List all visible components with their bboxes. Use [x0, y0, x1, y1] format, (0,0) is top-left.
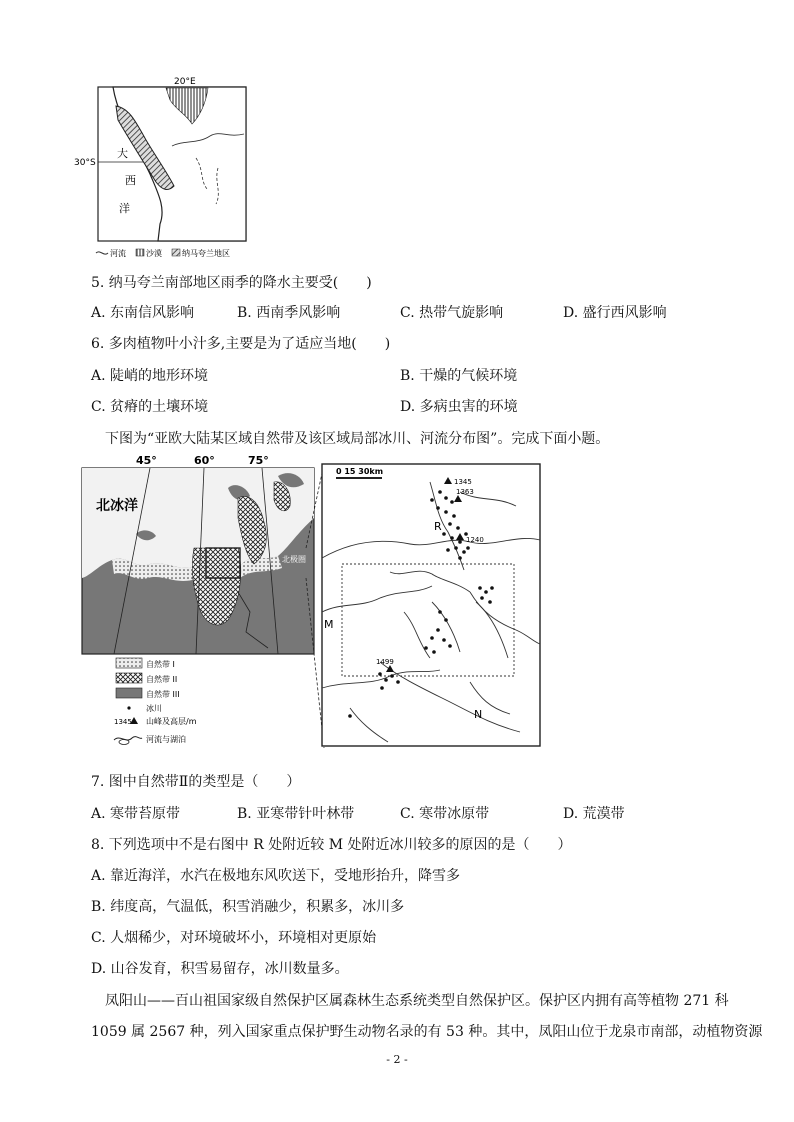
q5-option-d: D. 盛行西风影响: [563, 305, 667, 321]
map2-lon-45: 45°: [136, 454, 157, 467]
map2-legend-glacier: 冰川: [146, 704, 162, 713]
question-5-stem: 5. 纳马夸兰南部地区雨季的降水主要受( ): [91, 275, 372, 291]
map1-ocean-char-1: 大: [117, 147, 128, 160]
q8-option-d: D. 山谷发育，积雪易留存，冰川数量多。: [91, 961, 349, 977]
q8-option-c: C. 人烟稀少，对环境破坏小，环境相对更原始: [91, 930, 377, 946]
q5-option-a: A. 东南信风影响: [91, 305, 195, 321]
glacier-river-map: [320, 462, 542, 748]
map1-ocean-char-3: 洋: [119, 202, 130, 215]
q6-option-b: B. 干燥的气候环境: [400, 368, 518, 384]
map1-lat-label: 30°S: [74, 158, 96, 168]
map1-legend-namaqualand: 纳马夸兰地区: [182, 249, 230, 258]
map1-lon-label: 20°E: [174, 77, 196, 87]
question-6-stem: 6. 多肉植物叶小汁多,主要是为了适应当地( ): [91, 336, 391, 352]
q6-option-d: D. 多病虫害的环境: [400, 399, 518, 415]
question-7-stem: 7. 图中自然带Ⅱ的类型是（ ）: [91, 774, 301, 790]
map2-lon-75: 75°: [248, 454, 269, 467]
q7-option-b: B. 亚寒带针叶林带: [237, 806, 355, 822]
map2-ocean-label: 北冰洋: [96, 498, 138, 514]
map3-peak-1499: 1499: [376, 658, 394, 666]
map2-legend-zone-2: 自然带 II: [146, 675, 178, 684]
map3-scale: 0 15 30km: [336, 467, 384, 476]
map1-legend-desert: 沙漠: [146, 249, 162, 258]
q8-option-b: B. 纬度高，气温低，积雪消融少，积累多，冰川多: [91, 899, 405, 915]
map3-peak-1240: 1240: [466, 536, 484, 544]
q6-option-c: C. 贫瘠的土壤环境: [91, 399, 209, 415]
q8-option-a: A. 靠近海洋，水汽在极地东风吹送下，受地形抬升，降雪多: [91, 868, 461, 884]
q7-option-d: D. 荒漠带: [563, 806, 625, 822]
passage-line-1: 凤阳山——百山祖国家级自然保护区属森林生态系统类型自然保护区。保护区内拥有高等植物 271 科: [105, 993, 729, 1009]
map3-peak-1363: 1363: [456, 488, 474, 496]
q6-option-a: A. 陡峭的地形环境: [91, 368, 209, 384]
passage-line-2: 1059 属 2567 种，列入国家重点保护野生动物名录的有 53 种。其中，凤阳山位于龙泉市南部，动植物资源: [91, 1024, 763, 1040]
map2-legend-zone-3: 自然带 III: [146, 690, 180, 699]
map2-legend-peak-value: 1345: [114, 718, 132, 726]
map3-label-m: M: [324, 618, 334, 631]
map3-label-r: R: [434, 520, 442, 533]
map1-legend-river: 河流: [110, 249, 126, 258]
q5-option-b: B. 西南季风影响: [237, 305, 341, 321]
map2-arctic-label: 北极圈: [282, 555, 306, 564]
figure-intro: 下图为“亚欧大陆某区域自然带及该区域局部冰川、河流分布图”。完成下面小题。: [105, 431, 610, 447]
map2-legend-zone-1: 自然带 I: [146, 660, 175, 669]
map3-peak-1345: 1345: [454, 478, 472, 486]
map2-lon-60: 60°: [194, 454, 215, 467]
question-8-stem: 8. 下列选项中不是右图中 R 处附近较 M 处附近冰川较多的原因的是（ ）: [91, 837, 572, 853]
map2-legend-river-lake: 河流与湖泊: [146, 735, 186, 744]
page-number: - 2 -: [386, 1053, 408, 1066]
map3-label-n: N: [474, 708, 483, 721]
q5-option-c: C. 热带气旋影响: [400, 305, 504, 321]
q7-option-a: A. 寒带苔原带: [91, 806, 181, 822]
namaqualand-map: [74, 77, 253, 258]
q7-option-c: C. 寒带冰原带: [400, 806, 490, 822]
map1-ocean-char-2: 西: [125, 174, 136, 187]
map2-legend-peak: 山峰及高层/m: [146, 717, 197, 726]
